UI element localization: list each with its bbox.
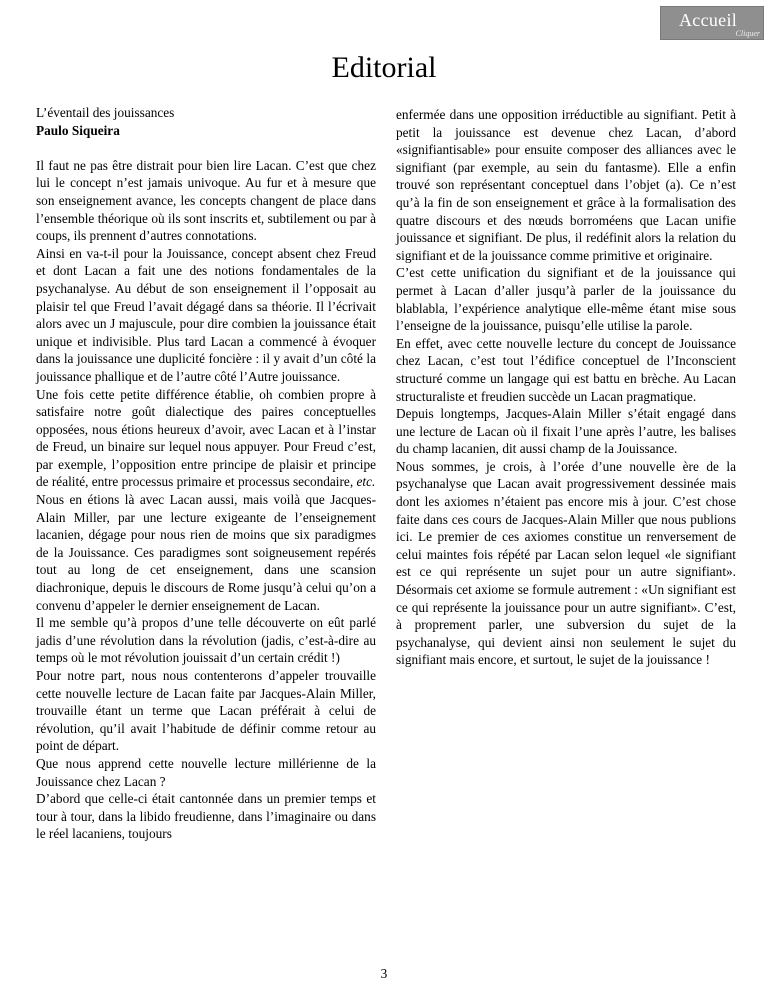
accueil-sublabel: Cliquer xyxy=(735,29,760,38)
paragraph: Que nous apprend cette nouvelle lecture millérienne de la Jouissance chez Lacan ? xyxy=(36,755,376,789)
paragraph: Il me semble qu’à propos d’une telle découverte on eût parlé jadis d’une révolution dans la révolution (jadis, c’est-à-dire au temps où le mot révolution jouissait d’un certain crédit !) xyxy=(36,615,376,666)
spacer xyxy=(36,139,376,157)
page-number: 3 xyxy=(380,966,388,981)
article-title: L’éventail des jouissances xyxy=(36,105,175,120)
accueil-label: Accueil xyxy=(679,10,738,30)
accueil-button[interactable] xyxy=(660,6,764,40)
paragraph: D’abord que celle-ci était cantonnée dans un premier temps et tour à tour, dans la libido freudienne, dans l’imaginaire ou dans le réel lacaniens, toujours xyxy=(36,791,376,842)
right-column xyxy=(396,106,736,669)
paragraph: Nous sommes, je crois, à l’orée d’une nouvelle ère de la psychanalyse que Lacan avait progressivement dessinée mais dont les axiomes n’étaient pas encore mis à jour. C’est chose faite dans ces cours de Jacques-Alain Miller que nous publions ici. Le premier de ces axiomes constitue un renversement de celui maintes fois répété par Lacan selon lequel «le signifiant est ce qui représente un sujet pour un autre signifiant». Désormais cet axiome se formule autrement : «Un signifiant est ce qui représente la jouissance pour un autre signifiant». C’est, à proprement parler, une subversion du sujet de la psychanalyse, qui devient ainsi non seulement le sujet du signifiant mais encore, et surtout, le sujet de la jouissance ! xyxy=(396,458,736,668)
page-title: Editorial xyxy=(331,51,437,84)
paragraph: C’est cette unification du signifiant et de la jouissance qui permet à Lacan d’aller jusqu’à parler de la jouissance du blablabla, l’expérience analytique elle-même étant mise sous l’enseigne de la jouissance, puisqu’elle utilise la parole. xyxy=(396,265,736,334)
left-column xyxy=(36,104,376,843)
paragraph: Depuis longtemps, Jacques-Alain Miller s’était engagé dans une lecture de Lacan où il fixait l’une après l’autre, les balises du champ lacanien, dit aussi champ de la Jouissance. xyxy=(396,406,736,457)
paragraph: Ainsi en va-t-il pour la Jouissance, concept absent chez Freud et dont Lacan a fait une des notions fondamentales de la psychanalyse. Au début de son enseignement il l’opposait au plaisir tel que Freud l’avait dégagé dans sa théorie. Il l’écrivait alors avec un J majuscule, pour dire combien la jouissance était unique et indivisible. Plus tard Lacan a commencé à évoquer dans la jouissance une duplicité foncière : il y avait d’un côté la jouissance phallique et de l’autre côté l’Autre jouissance. xyxy=(36,245,376,384)
paragraph: enfermée dans une opposition irréductible au signifiant. Petit à petit la jouissance est devenue chez Lacan, d’abord «signifiantisable» pour ensuite composer des alliances avec le signifiant (par exemple, au sein du fantasme). Elle a enfin trouvé son représentant conceptuel dans l’objet (a). Ce n’est qu’à la fin de son enseignement et grâce à la formalisation des quatre discours et des nœuds borroméens que Lacan unifie jouissance et signifiant. De plus, il redéfinit alors la relation du signifiant et de la jouissance comme primitive et originaire. xyxy=(396,107,736,263)
paragraph: Pour notre part, nous nous contenterons d’appeler trouvaille cette nouvelle lecture de Lacan faite par Jacques-Alain Miller, trouvaille étant un terme que Lacan préférait à celui de révolution, qu’il avait l’habitude de définir comme retour au point de départ. xyxy=(36,668,376,754)
paragraph: Nous en étions là avec Lacan aussi, mais voilà que Jacques-Alain Miller, par une lecture exigeante de l’enseignement lacanien, dégage pour nous rien de moins que six paradigmes de la Jouissance. Ces paradigmes sont soigneusement repérés tout au long de cet enseignement, dans une scansion diachronique, depuis le discours de Rome jusqu’à celui qu’on a convenu d’appeler le dernier enseignement de Lacan. xyxy=(36,492,376,613)
paragraph: Il faut ne pas être distrait pour bien lire Lacan. C’est que chez lui le concept n’est jamais univoque. Au fur et à mesure que son enseignement avance, les concepts changent de place dans l’ensemble théorique où ils sont inscrits et, subtilement ou par à coups, ils prennent d’autres connotations. xyxy=(36,157,376,244)
paragraph xyxy=(36,386,376,492)
etc-text: etc. xyxy=(356,474,376,490)
paragraph: En effet, avec cette nouvelle lecture du concept de Jouissance chez Lacan, c’est tout l’édifice conceptuel de l’Inconscient structuré comme un langage qui est battu en brèche. Au Lacan structuraliste et freudien succède un Lacan pragmatique. xyxy=(396,335,736,404)
paragraph-text: Une fois cette petite différence établie, oh combien propre à satisfaire notre goût dialectique des paires conceptuelles opposées, nous étions heureux d’avoir, avec Lacan et à l’instar de Freud, un binaire sur lequel nous appuyer. Pour Freud c’est, par exemple, l’opposition entre principe de plaisir et principe de réalité, entre processus primaire et processus secondaire, xyxy=(36,386,376,490)
article-author: Paulo Siqueira xyxy=(36,122,120,138)
